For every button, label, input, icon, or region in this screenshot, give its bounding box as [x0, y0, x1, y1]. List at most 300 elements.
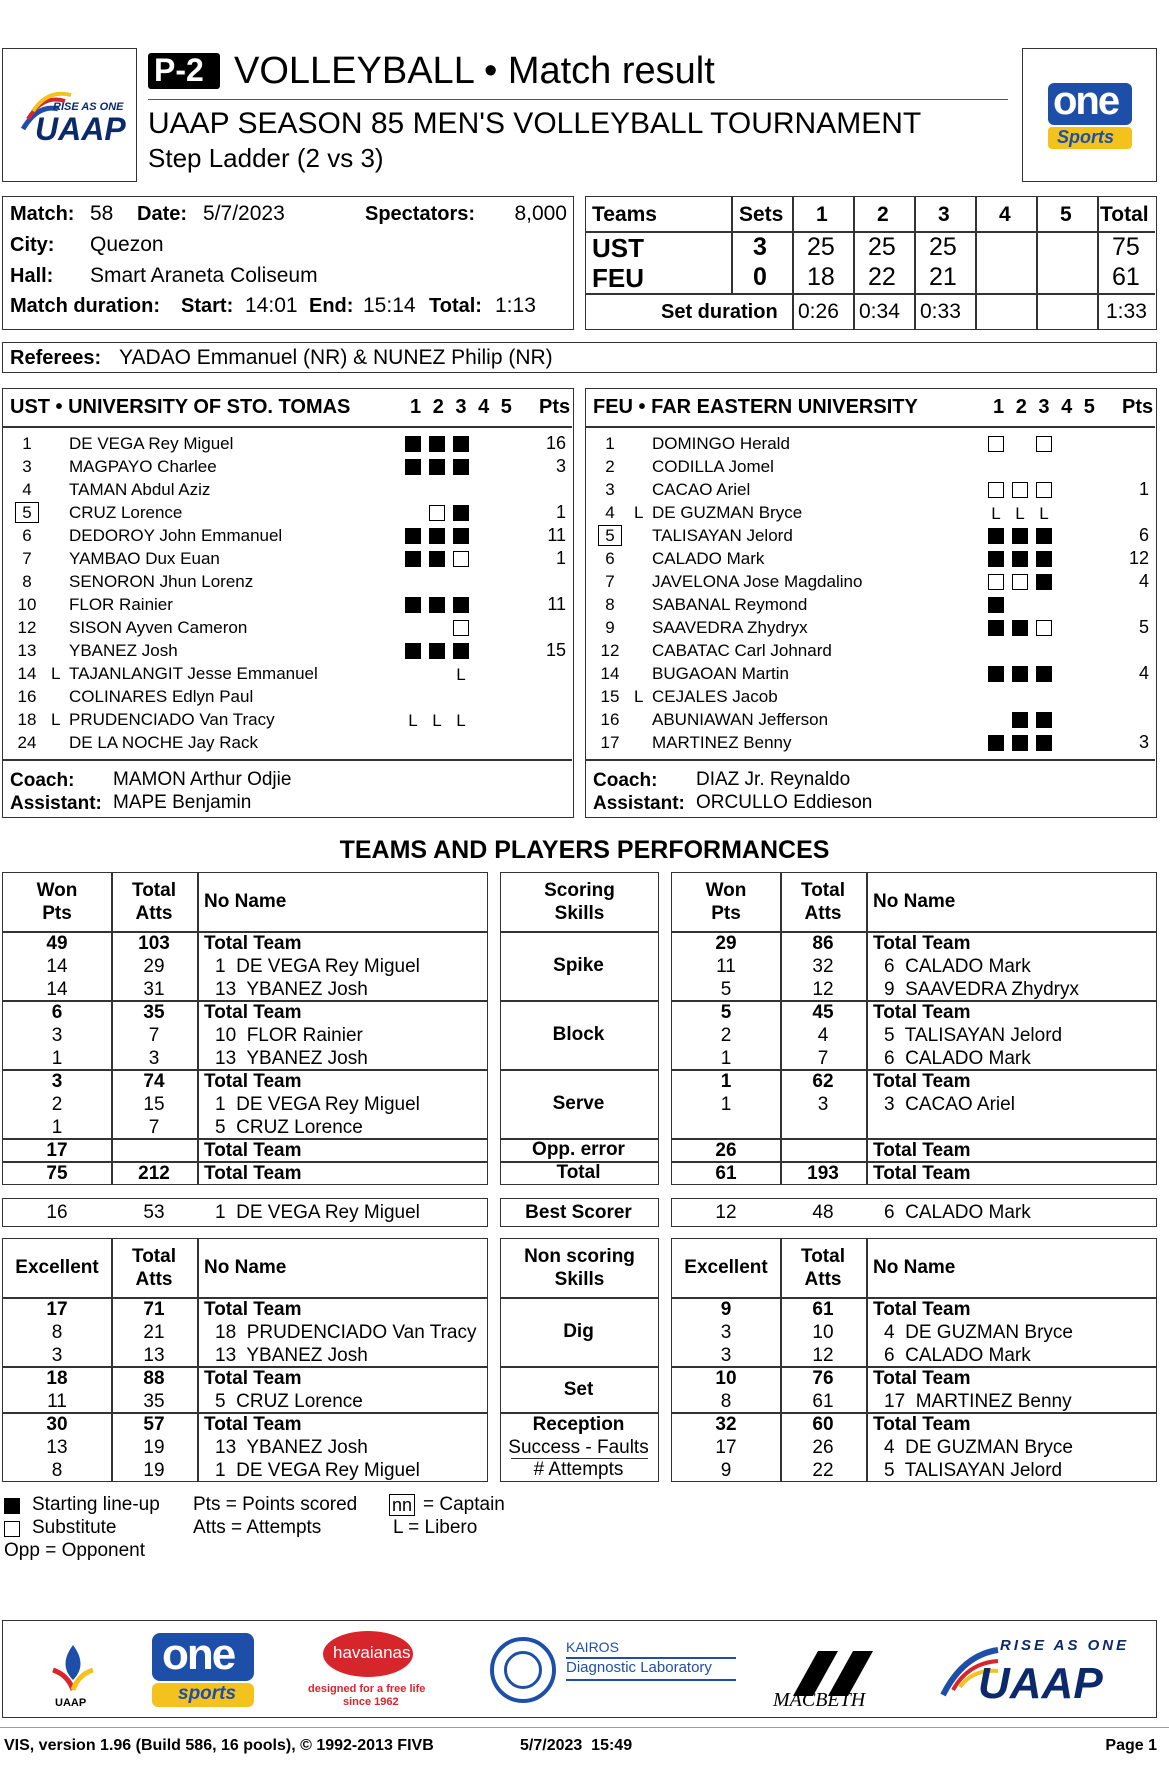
- empty-mark: [1036, 689, 1052, 705]
- perf-attempts: 3: [817, 1094, 829, 1115]
- roster-row: [586, 456, 1155, 479]
- perf-value: 61: [715, 1163, 737, 1184]
- player-name: CRUZ Lorence: [69, 503, 183, 522]
- empty-mark: [1012, 643, 1028, 659]
- perf-attempts: 7: [817, 1048, 829, 1069]
- player-points: 6: [1138, 525, 1149, 545]
- hall-value: Smart Araneta Coliseum: [90, 264, 318, 287]
- substitute-icon: [1036, 620, 1052, 636]
- player-number: 12: [17, 618, 37, 637]
- starting-icon: [429, 551, 445, 567]
- city-value: Quezon: [90, 233, 164, 256]
- team-b-assistant: ORCULLO Eddieson: [696, 792, 873, 813]
- perf-player: 13 YBANEZ Josh: [215, 1048, 368, 1069]
- perf-player: 1 DE VEGA Rey Miguel: [215, 1094, 420, 1115]
- one-sponsor-text: one: [162, 1630, 235, 1679]
- perf-value: 3: [720, 1322, 732, 1343]
- tournament-title: UAAP SEASON 85 MEN'S VOLLEYBALL TOURNAMENT: [148, 107, 922, 140]
- perf-player: 1 DE VEGA Rey Miguel: [215, 1460, 420, 1481]
- empty-mark: [1084, 597, 1100, 613]
- row-divider: [672, 1161, 1156, 1163]
- team-a-code: UST: [592, 233, 644, 263]
- kairos-sub: Diagnostic Laboratory: [566, 1659, 712, 1676]
- empty-mark: [501, 482, 517, 498]
- uaap-logo-text: UAAP: [35, 111, 126, 147]
- roster-row: [586, 732, 1155, 755]
- perf-value: 9: [720, 1460, 732, 1481]
- perf-value: 8: [51, 1460, 63, 1481]
- team-b-assistant-label: Assistant:: [593, 793, 685, 814]
- libero-mark: L: [1039, 504, 1049, 523]
- havaianas-tag: designed for a free life: [308, 1683, 426, 1695]
- empty-mark: [477, 436, 493, 452]
- score-table: [585, 196, 1157, 330]
- player-points: 11: [547, 525, 566, 545]
- empty-mark: [405, 667, 421, 683]
- perf-player: Total Team: [204, 1071, 302, 1092]
- perf-player: 5 TALISAYAN Jelord: [884, 1025, 1063, 1046]
- won-pts-header-a: Won Pts: [36, 880, 78, 924]
- team-a-set1: 25: [807, 233, 835, 261]
- player-name: DEDOROY John Emmanuel: [69, 526, 283, 545]
- empty-mark: [501, 620, 517, 636]
- perf-player: Total Team: [204, 1414, 302, 1435]
- player-name: YBANEZ Josh: [69, 641, 178, 660]
- set-marks: [405, 619, 525, 637]
- starting-icon: [988, 620, 1004, 636]
- roster-row: [3, 617, 572, 640]
- set1-duration: 0:26: [798, 300, 839, 323]
- empty-mark: [501, 459, 517, 475]
- perf-value: 11: [716, 956, 736, 977]
- perf-attempts: 57: [143, 1414, 165, 1435]
- substitute-icon: [1036, 436, 1052, 452]
- roster-row: [3, 663, 572, 686]
- player-name: SABANAL Reymond: [652, 595, 808, 614]
- perf-attempts: 62: [812, 1071, 834, 1092]
- no-name-header-b: No Name: [873, 891, 956, 912]
- empty-mark: [1012, 597, 1028, 613]
- total-atts-header-a: Total Atts: [132, 880, 176, 924]
- best-scorer-b: [671, 1198, 1157, 1227]
- perf-value: 29: [715, 933, 737, 954]
- perf-player: 9 SAAVEDRA Zhydryx: [884, 979, 1079, 1000]
- libero-mark: L: [1015, 504, 1025, 523]
- player-number: 1: [22, 434, 32, 453]
- team-a-set2: 25: [868, 233, 896, 261]
- page-title: VOLLEYBALL • Match result: [234, 50, 715, 92]
- empty-mark: [477, 574, 493, 590]
- starting-icon: [429, 528, 445, 544]
- starting-icon: [453, 505, 469, 521]
- player-points: 1: [555, 502, 566, 522]
- player-number: 2: [605, 457, 615, 476]
- player-name: CODILLA Jomel: [652, 457, 774, 476]
- set-duration-label: Set duration: [661, 301, 778, 323]
- row-divider: [672, 1138, 1156, 1140]
- match-info-box: [2, 196, 574, 330]
- best-scorer-a-name: 1 DE VEGA Rey Miguel: [215, 1202, 420, 1223]
- empty-mark: [429, 667, 445, 683]
- empty-mark: [1060, 528, 1076, 544]
- starting-icon: [988, 666, 1004, 682]
- row-divider: [3, 1366, 487, 1368]
- kairos-text: KAIROS: [566, 1639, 619, 1655]
- perf-player: 13 YBANEZ Josh: [215, 1345, 368, 1366]
- empty-mark: [1084, 666, 1100, 682]
- macbeth-text: MACBETH: [773, 1689, 866, 1711]
- empty-mark: [405, 620, 421, 636]
- empty-mark: [477, 689, 493, 705]
- empty-mark: [429, 574, 445, 590]
- player-name: PRUDENCIADO Van Tracy: [69, 710, 275, 729]
- havaianas-since: since 1962: [343, 1696, 399, 1708]
- empty-mark: [501, 551, 517, 567]
- set3-header: 3: [938, 203, 950, 226]
- perf-value: 75: [46, 1163, 68, 1184]
- scoring-skills-column: [500, 872, 659, 1185]
- row-divider: [3, 1069, 487, 1071]
- empty-mark: [1084, 735, 1100, 751]
- perf-attempts: 10: [812, 1322, 834, 1343]
- row-divider: [672, 1069, 1156, 1071]
- empty-mark: [501, 528, 517, 544]
- one-sponsor-sub: sports: [178, 1683, 237, 1704]
- starting-icon: [405, 436, 421, 452]
- uaap-flame-icon: [38, 1640, 108, 1700]
- starting-icon: [453, 528, 469, 544]
- player-number: 14: [17, 664, 37, 683]
- substitute-icon: [453, 620, 469, 636]
- empty-mark: [405, 735, 421, 751]
- duration-label: Match duration:: [10, 295, 160, 317]
- sports-logo-text: Sports: [1057, 127, 1115, 147]
- havaianas-logo: [298, 1629, 438, 1713]
- empty-mark: [501, 735, 517, 751]
- team-b-sets: 0: [753, 263, 767, 291]
- player-points: 1: [1138, 479, 1149, 499]
- perf-player: Total Team: [873, 1002, 971, 1023]
- player-points: 16: [545, 433, 566, 453]
- starting-icon: [1012, 735, 1028, 751]
- starting-icon: [453, 459, 469, 475]
- set-marks: [405, 665, 525, 685]
- uaap-rise-tag: RISE AS ONE: [1000, 1637, 1130, 1654]
- team-a-set-headers: 1 2 3 4 5: [410, 396, 512, 418]
- player-name: CABATAC Carl Johnard: [652, 641, 832, 660]
- player-number: 8: [22, 572, 32, 591]
- set-marks: [988, 504, 1108, 524]
- player-number: 4: [22, 480, 32, 499]
- start-value: 14:01: [245, 294, 298, 317]
- empty-mark: [1084, 551, 1100, 567]
- end-label: End:: [309, 295, 354, 317]
- starting-icon: [1036, 735, 1052, 751]
- row-divider: [3, 1000, 487, 1002]
- spectators-value: 8,000: [514, 202, 567, 225]
- perf-attempts: 35: [143, 1391, 165, 1412]
- perf-value: 18: [46, 1368, 68, 1389]
- roster-row: [586, 640, 1155, 663]
- roster-row: [3, 571, 572, 594]
- perf-player: Total Team: [873, 1299, 971, 1320]
- starting-icon: [1036, 712, 1052, 728]
- page-badge: [148, 53, 220, 89]
- best-scorer-a-atts: 53: [143, 1202, 165, 1223]
- roster-row: [3, 479, 572, 502]
- set-marks: [988, 458, 1108, 476]
- row-divider: [672, 1000, 1156, 1002]
- perf-player: 6 CALADO Mark: [884, 956, 1031, 977]
- team-b-coach-label: Coach:: [593, 770, 658, 791]
- roster-row: [3, 594, 572, 617]
- end-value: 15:14: [363, 294, 416, 317]
- player-number: 7: [605, 572, 615, 591]
- team-a-roster: [2, 388, 574, 818]
- perf-attempts: 71: [143, 1299, 165, 1320]
- excellent-header-a: Excellent: [15, 1257, 99, 1278]
- footer-page: Page 1: [1105, 1737, 1157, 1754]
- substitute-icon: [988, 436, 1004, 452]
- perf-attempts: 7: [148, 1025, 160, 1046]
- best-scorer-b-pts: 12: [715, 1202, 737, 1223]
- perf-value: 3: [51, 1071, 63, 1092]
- player-number: 3: [605, 480, 615, 499]
- roster-row: [3, 732, 572, 755]
- set2-header: 2: [877, 203, 889, 226]
- hall-label: Hall:: [10, 265, 54, 287]
- excellent-header-b: Excellent: [684, 1257, 768, 1278]
- perf-player: Total Team: [204, 1163, 302, 1184]
- empty-mark: [477, 505, 493, 521]
- empty-mark: [988, 689, 1004, 705]
- empty-mark: [453, 482, 469, 498]
- set-marks: [405, 596, 525, 614]
- skill-opp-error: Opp. error: [532, 1139, 625, 1160]
- empty-mark: [1060, 643, 1076, 659]
- starting-icon: [405, 459, 421, 475]
- starting-icon: [988, 528, 1004, 544]
- libero-marker: L: [634, 503, 644, 522]
- perf-attempts: 35: [143, 1002, 165, 1023]
- roster-row: [3, 525, 572, 548]
- skill-spike: Spike: [553, 955, 604, 976]
- empty-mark: [1084, 436, 1100, 452]
- perf-player: 18 PRUDENCIADO Van Tracy: [215, 1322, 477, 1343]
- libero-mark: L: [408, 711, 418, 730]
- havaianas-text: havaianas: [333, 1643, 411, 1662]
- perf-player: 5 CRUZ Lorence: [215, 1391, 363, 1412]
- perf-value: 3: [51, 1025, 63, 1046]
- starting-icon: [429, 436, 445, 452]
- perf-value: 32: [715, 1414, 737, 1435]
- set-marks: [405, 573, 525, 591]
- roster-row: [3, 433, 572, 456]
- empty-mark: [405, 574, 421, 590]
- empty-mark: [501, 597, 517, 613]
- roster-row: [3, 686, 572, 709]
- set5-header: 5: [1060, 203, 1072, 226]
- empty-mark: [477, 551, 493, 567]
- city-label: City:: [10, 234, 55, 256]
- performances-title: TEAMS AND PLAYERS PERFORMANCES: [339, 836, 830, 864]
- perf-player: Total Team: [204, 1299, 302, 1320]
- player-points: 15: [545, 640, 566, 660]
- player-name: DE VEGA Rey Miguel: [69, 434, 234, 453]
- team-b-coach: DIAZ Jr. Reynaldo: [696, 769, 851, 790]
- legend-atts: Atts = Attempts: [193, 1517, 322, 1538]
- team-a-sets: 3: [753, 233, 767, 261]
- reception-attempts: # Attempts: [533, 1459, 624, 1480]
- best-scorer-label-box: [500, 1198, 659, 1227]
- perf-value: 8: [51, 1322, 63, 1343]
- referees-label: Referees:: [10, 347, 102, 369]
- perf-attempts: 31: [143, 979, 165, 1000]
- perf-attempts: 86: [812, 933, 834, 954]
- empty-mark: [453, 689, 469, 705]
- roster-row: [586, 548, 1155, 571]
- perf-value: 1: [720, 1071, 732, 1092]
- perf-player: Total Team: [204, 1140, 302, 1161]
- empty-mark: [1084, 506, 1100, 522]
- empty-mark: [1060, 574, 1076, 590]
- skill-total: Total: [556, 1162, 601, 1183]
- player-number: 7: [22, 549, 32, 568]
- sponsors-bar: [2, 1620, 1157, 1718]
- empty-mark: [1060, 712, 1076, 728]
- set-marks: [988, 527, 1108, 545]
- player-number: 18: [17, 710, 37, 729]
- player-name: TAMAN Abdul Aziz: [69, 480, 211, 499]
- empty-mark: [477, 713, 493, 729]
- empty-mark: [405, 689, 421, 705]
- set-marks: [988, 619, 1108, 637]
- teams-header: Teams: [592, 203, 657, 226]
- player-number: 5: [598, 525, 622, 546]
- perf-value: 10: [715, 1368, 737, 1389]
- player-name: CEJALES Jacob: [652, 687, 778, 706]
- referees-names: YADAO Emmanuel (NR) & NUNEZ Philip (NR): [119, 346, 553, 369]
- empty-mark: [1084, 643, 1100, 659]
- perf-value: 26: [715, 1140, 737, 1161]
- perf-player: Total Team: [873, 933, 971, 954]
- scoring-table-a: [2, 872, 488, 1185]
- libero-mark: L: [991, 504, 1001, 523]
- set-marks: [988, 711, 1108, 729]
- perf-value: 11: [47, 1391, 67, 1412]
- uaap-logo-box: [2, 48, 137, 182]
- perf-attempts: 32: [812, 956, 834, 977]
- macbeth-logo: [768, 1629, 898, 1713]
- empty-mark: [477, 643, 493, 659]
- empty-mark: [1060, 436, 1076, 452]
- player-name: COLINARES Edlyn Paul: [69, 687, 254, 706]
- total-value: 1:13: [495, 294, 536, 317]
- date-label: Date:: [137, 203, 188, 225]
- starting-icon: [988, 735, 1004, 751]
- empty-mark: [1060, 459, 1076, 475]
- perf-player: 13 YBANEZ Josh: [215, 979, 368, 1000]
- player-name: SAAVEDRA Zhydryx: [652, 618, 808, 637]
- player-points: 4: [1138, 663, 1149, 683]
- empty-mark: [477, 667, 493, 683]
- roster-row: [3, 709, 572, 732]
- match-number: 58: [90, 202, 114, 225]
- player-number: 5: [15, 502, 39, 523]
- roster-row: [586, 663, 1155, 686]
- substitute-icon: [1012, 482, 1028, 498]
- starting-icon: [429, 597, 445, 613]
- perf-value: 17: [46, 1299, 68, 1320]
- scoring-table-b: [671, 872, 1157, 1185]
- substitute-icon: [429, 505, 445, 521]
- perf-attempts: 60: [812, 1414, 834, 1435]
- starting-icon: [405, 597, 421, 613]
- empty-mark: [501, 643, 517, 659]
- perf-attempts: 22: [812, 1460, 834, 1481]
- perf-attempts: 88: [143, 1368, 165, 1389]
- substitute-icon: [4, 1521, 20, 1537]
- roster-row: [586, 479, 1155, 502]
- legend-captain: = Captain: [423, 1494, 505, 1515]
- perf-value: 49: [46, 933, 68, 954]
- perf-attempts: 21: [143, 1322, 165, 1343]
- empty-mark: [1084, 482, 1100, 498]
- player-points: 12: [1128, 548, 1149, 568]
- best-scorer-label: Best Scorer: [525, 1202, 632, 1223]
- roster-row: [3, 548, 572, 571]
- empty-mark: [1036, 459, 1052, 475]
- perf-value: 30: [46, 1414, 68, 1435]
- set-marks: [405, 458, 525, 476]
- team-b-set2: 22: [868, 263, 896, 291]
- starting-icon: [1012, 620, 1028, 636]
- perf-value: 2: [720, 1025, 732, 1046]
- perf-player: 6 CALADO Mark: [884, 1345, 1031, 1366]
- empty-mark: [501, 505, 517, 521]
- set-marks: [988, 665, 1108, 683]
- empty-mark: [1060, 666, 1076, 682]
- empty-mark: [1060, 597, 1076, 613]
- empty-mark: [1012, 689, 1028, 705]
- empty-mark: [429, 482, 445, 498]
- ns-total-atts-header-b: Total Atts: [801, 1246, 845, 1290]
- empty-mark: [477, 597, 493, 613]
- perf-attempts: 4: [817, 1025, 829, 1046]
- perf-player: Total Team: [204, 1368, 302, 1389]
- row-divider: [3, 1138, 487, 1140]
- libero-marker: L: [51, 710, 61, 729]
- perf-player: 1 DE VEGA Rey Miguel: [215, 956, 420, 977]
- empty-mark: [477, 459, 493, 475]
- perf-player: 4 DE GUZMAN Bryce: [884, 1437, 1073, 1458]
- perf-value: 1: [51, 1117, 63, 1138]
- footer-printed: 5/7/2023 15:49: [520, 1737, 633, 1754]
- perf-value: 14: [46, 956, 68, 977]
- perf-value: 3: [720, 1345, 732, 1366]
- set-marks: [988, 688, 1108, 706]
- perf-attempts: 74: [143, 1071, 165, 1092]
- uaap-sponsor-text: UAAP: [55, 1697, 87, 1709]
- player-points: 5: [1138, 617, 1149, 637]
- set-marks: [405, 711, 525, 731]
- perf-attempts: 12: [812, 979, 834, 1000]
- reception-success-faults: Success - Faults: [508, 1437, 649, 1458]
- perf-attempts: 26: [812, 1437, 834, 1458]
- empty-mark: [1036, 643, 1052, 659]
- starting-icon: [453, 436, 469, 452]
- empty-mark: [501, 689, 517, 705]
